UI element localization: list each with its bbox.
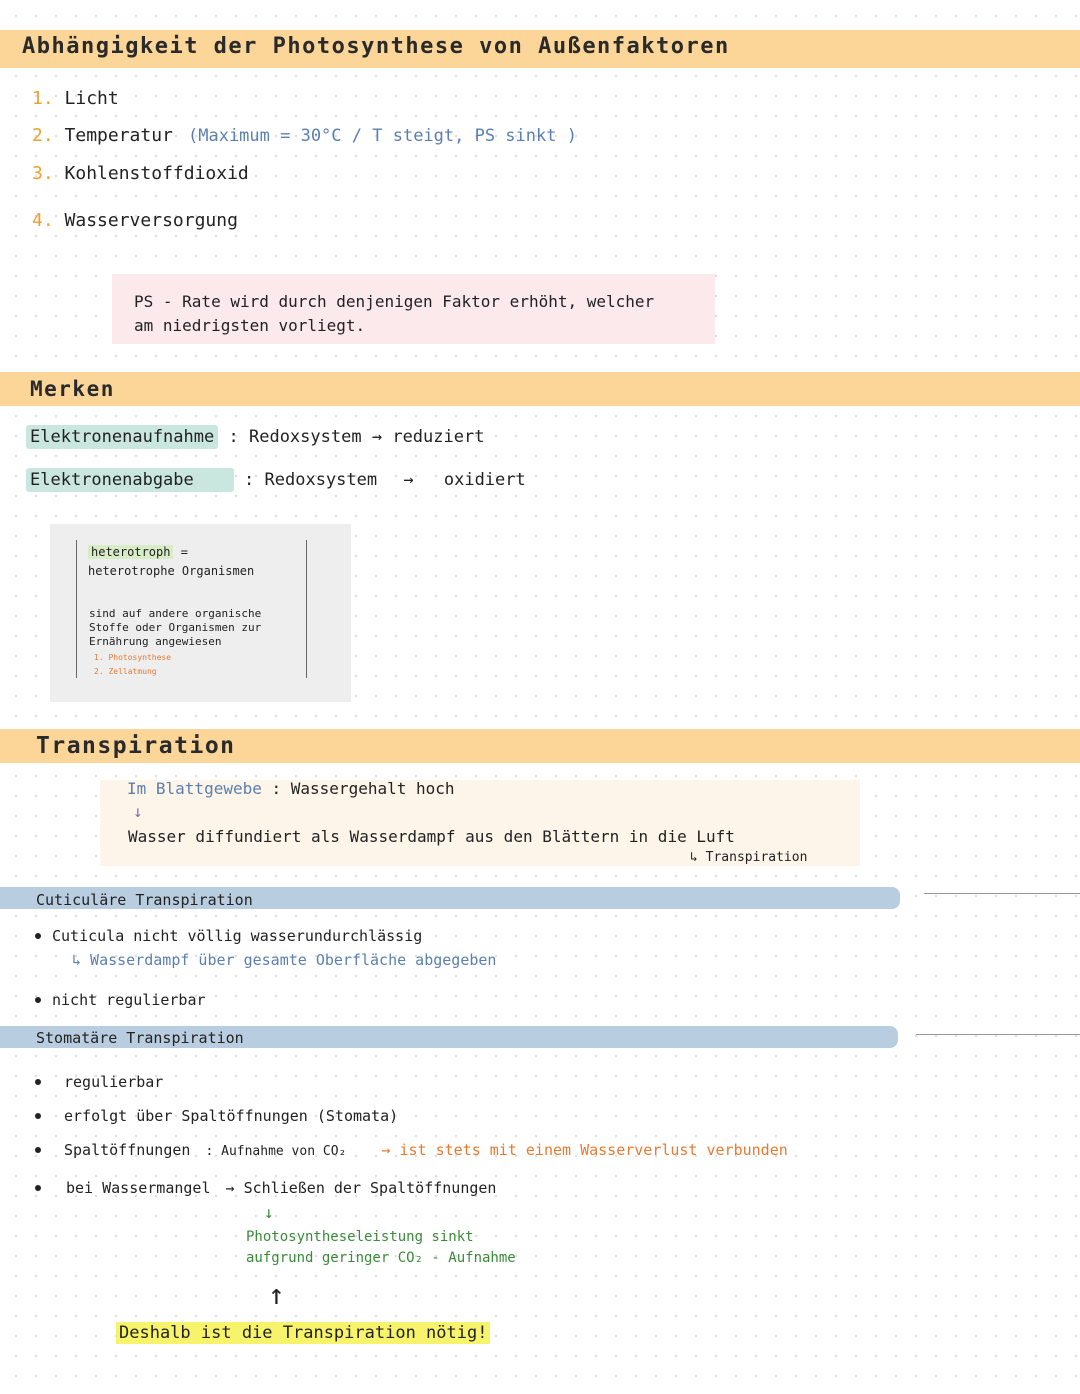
cuticular-bullet-1: Cuticula nicht völlig wasserundurchlässig [52,927,423,945]
factor-label: Kohlenstoffdioxid [64,163,249,184]
redox-system: Redoxsystem [264,470,378,490]
down-arrow: ↓ [264,1203,274,1222]
rule-line-1: PS - Rate wird durch denjenigen Faktor erhöht, welcher [134,292,655,311]
factor-item-2 [32,125,173,146]
down-arrow: ↓ [133,802,143,821]
card-desc-1: sind auf andere organische [89,607,262,620]
temperature-effect: / T steigt, PS sinkt ) [351,126,577,146]
water-loss-note: → ist stets mit einem Wasserverlust verbunden [381,1141,788,1159]
margin-rule [924,893,1080,894]
card-definition: heterotrophe Organismen [88,564,255,578]
cuticular-title: Cuticuläre Transpiration [36,891,253,909]
bullet [35,933,41,939]
water-content-high: : Wassergehalt hoch [271,779,455,798]
bullet [35,1147,41,1153]
factor-item-1 [32,88,119,109]
stomatal-title: Stomatäre Transpiration [36,1029,244,1047]
stomatal-bullet-2: erfolgt über Spaltöffnungen (Stomata) [64,1107,399,1125]
redox-system: Redoxsystem [248,427,362,447]
cuticular-bullet-2: nicht regulierbar [52,991,206,1009]
bullet [35,997,41,1003]
electron-uptake-term: Elektronenaufnahme [26,425,218,449]
factor-number: 4. [32,210,54,231]
conclusion [116,1323,490,1343]
equals-sign: = [180,545,188,559]
card-right-rule [306,540,307,678]
card-term-line [88,545,188,559]
factor-number: 2. [32,125,54,146]
stomata-closing: → Schließen der Spaltöffnungen [225,1179,497,1197]
section-title-transpiration: Transpiration [36,733,236,759]
merken-row-1 [26,427,484,447]
page-title: Abhängigkeit der Photosynthese von Außenfaktoren [22,34,730,59]
merken-row-2 [26,470,526,490]
margin-rule [916,1034,1080,1035]
heterotroph-term: heterotroph [88,545,173,559]
card-desc-3: Ernährung angewiesen [89,635,222,648]
arrow: → [371,427,383,447]
electron-release-term: Elektronenabgabe [26,468,234,492]
diffusion-line: Wasser diffundiert als Wasserdampf aus den Blättern in die Luft [128,827,735,846]
colon: : [244,470,255,490]
card-item-2: 2. Zellatmung [94,667,157,676]
stomatal-bullet-4 [66,1179,496,1197]
result-oxidized: oxidiert [443,470,526,490]
factor-item-4 [32,210,238,231]
factor-number: 3. [32,163,54,184]
section-header-band [0,372,1080,406]
temperature-note [188,126,577,146]
rule-line-2: am niedrigsten vorliegt. [134,316,366,335]
factor-label: Wasserversorgung [64,210,238,231]
card-item-1: 1. Photosynthese [94,653,172,662]
effect-line-1: Photosyntheseleistung sinkt [246,1229,474,1245]
leaf-tissue-label: Im Blattgewebe [127,779,262,798]
card-desc-2: Stoffe oder Organismen zur [89,621,262,634]
card-left-rule [76,540,77,678]
bullet [35,1079,41,1085]
factor-label: Licht [64,88,119,109]
factor-number: 1. [32,88,54,109]
conclusion-text: Deshalb ist die Transpiration nötig! [116,1322,490,1344]
stomatal-bullet-3 [64,1141,788,1159]
stomatal-bullet-1: regulierbar [64,1073,164,1091]
leaf-tissue-line [127,779,455,798]
bullet [35,1185,41,1191]
up-arrow: ↑ [268,1278,285,1311]
water-shortage: bei Wassermangel [66,1179,211,1197]
effect-line-2: aufgrund geringer CO₂ - Aufnahme [246,1250,516,1266]
stomata-term: Spaltöffnungen [64,1141,191,1159]
factor-label: Temperatur [64,125,173,146]
bullet [35,1113,41,1119]
result-reduced: reduziert [392,427,485,447]
colon: : [228,427,239,447]
co2-uptake: : Aufnahme von CO₂ [205,1144,347,1159]
section-title-merken: Merken [30,377,115,401]
temperature-max: (Maximum = 30°C [188,126,342,146]
factor-item-3 [32,163,249,184]
arrow: → [403,470,414,490]
transpiration-label: ↳ Transpiration [690,850,808,865]
cuticular-bullet-1-sub: ↳ Wasserdampf über gesamte Oberfläche abgegeben [72,951,497,969]
